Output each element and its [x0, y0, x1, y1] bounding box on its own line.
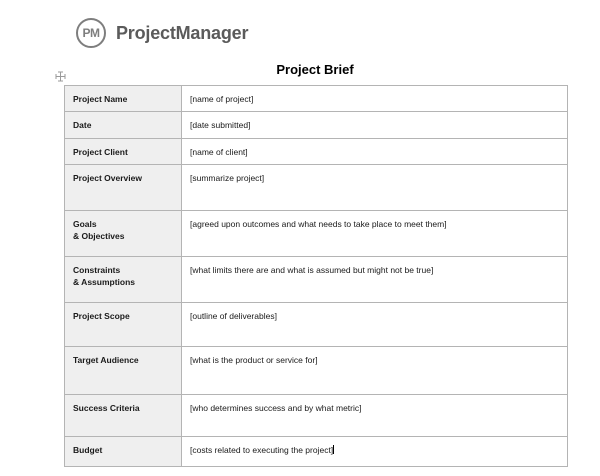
table-row: [65, 112, 568, 138]
row-label-success-criteria: Success Criteria: [65, 394, 182, 436]
row-value-budget-text: [costs related to executing the project]: [190, 444, 334, 455]
row-value-budget[interactable]: [182, 436, 568, 466]
row-label-budget: Budget: [65, 436, 182, 466]
page-title: [0, 62, 600, 77]
table-body: [65, 86, 568, 467]
row-label-project-client: Project Client: [65, 138, 182, 164]
row-value-project-scope[interactable]: [outline of deliverables]: [182, 302, 568, 346]
row-value-goals-objectives[interactable]: [agreed upon outcomes and what needs to take place to meet them]: [182, 210, 568, 256]
logo-initials: PM: [82, 26, 100, 40]
row-label-goals-objectives: Goals & Objectives: [65, 210, 182, 256]
table-row: [65, 164, 568, 210]
row-value-constraints-assumptions[interactable]: [what limits there are and what is assumed but might not be true]: [182, 256, 568, 302]
table-row: [65, 138, 568, 164]
row-label-project-scope: Project Scope: [65, 302, 182, 346]
project-brief-table: [64, 85, 568, 467]
table-row: [65, 256, 568, 302]
row-label-constraints-assumptions: Constraints & Assumptions: [65, 256, 182, 302]
table-row: [65, 86, 568, 112]
table-row: [65, 436, 568, 466]
row-label-project-name: Project Name: [65, 86, 182, 112]
row-value-date[interactable]: [date submitted]: [182, 112, 568, 138]
table-move-handle-icon[interactable]: [55, 71, 66, 82]
logo-circle-icon: [76, 18, 106, 48]
table-row: [65, 302, 568, 346]
row-value-project-name[interactable]: [name of project]: [182, 86, 568, 112]
table-row: [65, 394, 568, 436]
row-label-target-audience: Target Audience: [65, 346, 182, 394]
row-value-target-audience[interactable]: [what is the product or service for]: [182, 346, 568, 394]
brand-name: ProjectManager: [116, 22, 249, 43]
text-cursor: [333, 445, 334, 454]
row-value-project-client[interactable]: [name of client]: [182, 138, 568, 164]
table-row: [65, 346, 568, 394]
page-title-text: Project Brief: [276, 62, 354, 77]
row-label-date: Date: [65, 112, 182, 138]
brand-logo: [76, 18, 248, 48]
row-value-success-criteria[interactable]: [who determines success and by what metric]: [182, 394, 568, 436]
row-label-project-overview: Project Overview: [65, 164, 182, 210]
table-row: [65, 210, 568, 256]
row-value-project-overview[interactable]: [summarize project]: [182, 164, 568, 210]
